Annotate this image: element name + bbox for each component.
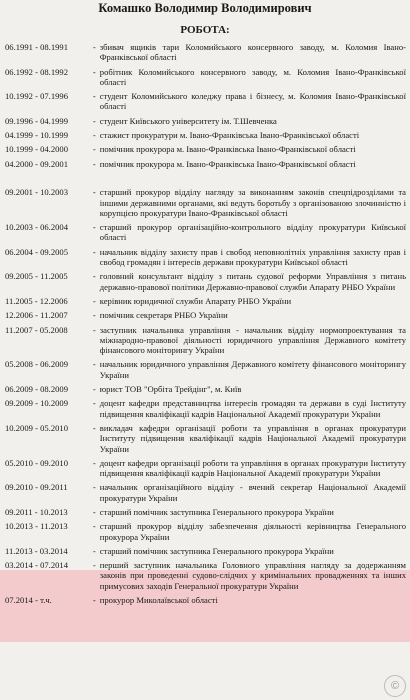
position-cell: головний консультант відділу з питань судової реформи Управління з питань державно-правової політики Державно-правової служби Апарату РНБО України xyxy=(99,271,406,292)
period-cell: 04.1999 - 10.1999 xyxy=(5,130,69,141)
dash-cell: - xyxy=(92,91,96,102)
period-cell: 11.2013 - 03.2014 xyxy=(5,545,68,556)
period-cell: 07.2014 - т.ч. xyxy=(5,595,52,606)
dash-cell: - xyxy=(92,384,96,395)
dash-cell: - xyxy=(92,506,96,517)
period-cell: 06.2009 - 08.2009 xyxy=(5,384,69,395)
dash-cell: - xyxy=(92,42,96,52)
career-row xyxy=(0,423,408,454)
period-cell xyxy=(0,173,89,183)
dash-cell: - xyxy=(92,246,96,257)
position-cell: начальник юридичного управління Державного комітету фінансового моніторингу України xyxy=(99,359,406,380)
dash-cell: - xyxy=(92,359,96,370)
position-cell: збивач ящиків тари Коломийського консервного заводу, м. Коломия Івано-Франківської області xyxy=(99,42,406,63)
period-cell: 06.1992 - 08.1992 xyxy=(5,66,69,77)
dash-cell: - xyxy=(92,398,96,409)
career-row xyxy=(0,458,408,479)
period-cell: 10.2009 - 05.2010 xyxy=(5,422,69,433)
period-cell: 05.2008 - 06.2009 xyxy=(5,359,69,370)
period-cell: 10.1999 - 04.2000 xyxy=(5,144,69,155)
career-row xyxy=(0,91,408,112)
position-cell: заступник начальника управління - начальник відділу нормопроектування та міжнародно-правової діяльності юридичного управління Державного комітету фінансового моніторингу України xyxy=(99,324,406,356)
dash-cell: - xyxy=(92,144,96,155)
dash-cell: - xyxy=(92,595,96,606)
career-row xyxy=(0,222,408,243)
position-cell xyxy=(100,173,408,183)
career-row xyxy=(0,144,408,154)
dash-cell: - xyxy=(92,222,96,233)
dash-cell: - xyxy=(92,271,96,282)
career-row xyxy=(0,359,408,380)
position-cell: помічник прокурора м. Івано-Франківська Івано-Франківської області xyxy=(99,158,356,169)
position-cell: стажист прокуратури м. Івано-Франківська Івано-Франківської області xyxy=(99,130,360,141)
dash-cell: - xyxy=(92,130,96,141)
career-row xyxy=(0,560,408,591)
position-cell: прокурор Миколаївської області xyxy=(99,595,218,606)
career-row xyxy=(0,42,408,63)
career-row xyxy=(0,173,408,183)
position-cell: старший помічник заступника Генерального прокурора України xyxy=(99,506,334,517)
position-cell: старший прокурор відділу нагляду за виконанням законів спецпідрозділами та іншими державними органами, які ведуть боротьбу з організованою злочинністю і корупцією прокуратури Івано-Франківської області xyxy=(99,187,406,218)
position-cell: юрист ТОВ "Орбіта Трейдінг", м. Київ xyxy=(99,384,242,395)
section-heading: РОБОТА: xyxy=(180,24,230,36)
position-cell: старший помічник заступника Генерального прокурора України xyxy=(99,545,334,556)
period-cell: 10.1992 - 07.1996 xyxy=(5,91,69,102)
period-cell: 09.2011 - 10.2013 xyxy=(5,506,68,517)
career-row xyxy=(0,187,408,218)
period-cell: 09.2005 - 11.2005 xyxy=(5,271,68,282)
period-cell: 06.1991 - 08.1991 xyxy=(5,42,69,52)
career-rows xyxy=(0,42,408,605)
career-row xyxy=(0,159,408,169)
period-cell: 11.2007 - 05.2008 xyxy=(5,324,68,335)
period-cell: 05.2010 - 09.2010 xyxy=(5,457,69,468)
career-row xyxy=(0,384,408,394)
position-cell: робітник Коломийського консервного заводу, м. Коломия Івано-Франківської області xyxy=(99,66,406,87)
career-row xyxy=(0,247,408,268)
period-cell: 12.2006 - 11.2007 xyxy=(5,310,68,321)
period-cell: 09.2001 - 10.2003 xyxy=(5,187,69,198)
period-cell: 09.2010 - 09.2011 xyxy=(5,482,68,493)
position-cell: старший прокурор відділу забезпечення діяльності керівництва Генерального прокурора України xyxy=(99,521,406,542)
career-row xyxy=(0,310,408,320)
career-table xyxy=(0,42,408,605)
position-cell: старший прокурор організаційно-контрольного відділу прокуратури Київської області xyxy=(99,222,406,243)
person-name-heading: Комашко Володимир Володимирович xyxy=(98,1,312,15)
period-cell: 11.2005 - 12.2006 xyxy=(5,295,68,306)
career-row xyxy=(0,325,408,356)
career-row xyxy=(0,67,408,88)
career-row xyxy=(0,521,408,542)
position-cell: доцент кафедри представництва інтересів громадян та держави в суді Інституту підвищення кваліфікації кадрів Національної Академії прокуратури України xyxy=(99,398,406,419)
career-row xyxy=(0,398,408,419)
position-cell: перший заступник начальника Головного управління нагляду за додержанням законів при проведенні судово-слідчих у кримінальних провадженнях та інших примусових заходів Генеральної прокуратури України xyxy=(99,560,406,591)
dash-cell: - xyxy=(92,545,96,556)
dash-cell: - xyxy=(92,521,96,532)
career-row xyxy=(0,595,408,605)
dash-cell: - xyxy=(92,187,96,198)
position-cell: студент Київського університету ім. Т.Шевченка xyxy=(99,115,277,126)
position-cell: викладач кафедри організації роботи та управління в органах прокуратури Інституту підвищення кваліфікації кадрів Національної Академії прокуратури України xyxy=(99,422,406,454)
career-row xyxy=(0,130,408,140)
dash-cell: - xyxy=(92,310,96,321)
position-cell: начальник відділу захисту прав і свобод неповнолітніх управління захисту прав і свобод громадян і інтересів держави прокуратури Київської області xyxy=(99,246,406,268)
watermark-icon: © xyxy=(384,675,406,697)
dash-cell: - xyxy=(92,158,96,169)
position-cell: помічник секретаря РНБО України xyxy=(99,310,228,321)
period-cell: 10.2013 - 11.2013 xyxy=(5,521,68,532)
career-row xyxy=(0,296,408,306)
career-row xyxy=(0,271,408,292)
period-cell: 03.2014 - 07.2014 xyxy=(5,560,69,571)
position-cell: керівник юридичної служби Апарату РНБО України xyxy=(99,295,292,306)
career-row xyxy=(0,482,408,503)
position-cell: доцент кафедри організації роботи та управління в органах прокуратури Інституту підвищення кваліфікації кадрів Національної Академії прокуратури України xyxy=(99,457,406,479)
dash-cell: - xyxy=(92,324,96,335)
dash-cell: - xyxy=(92,457,96,468)
period-cell: 06.2004 - 09.2005 xyxy=(5,246,69,257)
position-cell: начальник організаційного відділу - вчений секретар Національної Академії прокуратури України xyxy=(99,482,406,503)
period-cell: 04.2000 - 09.2001 xyxy=(5,158,69,169)
career-row xyxy=(0,546,408,556)
dash-cell: - xyxy=(92,66,96,77)
period-cell: 09.1996 - 04.1999 xyxy=(5,115,69,126)
career-row xyxy=(0,507,408,517)
period-cell: 09.2009 - 10.2009 xyxy=(5,398,69,409)
dash-cell: - xyxy=(92,560,96,571)
dash-cell: - xyxy=(92,295,96,306)
position-cell: студент Коломийського коледжу права і бізнесу, м. Коломия Івано-Франківської області xyxy=(99,91,406,112)
dash-cell: - xyxy=(92,482,96,493)
dash-cell: - xyxy=(92,422,96,433)
career-row xyxy=(0,116,408,126)
period-cell: 10.2003 - 06.2004 xyxy=(5,222,69,233)
dash-cell xyxy=(89,173,100,183)
dash-cell: - xyxy=(92,115,96,126)
position-cell: помічник прокурора м. Івано-Франківська Івано-Франківської області xyxy=(99,144,356,155)
